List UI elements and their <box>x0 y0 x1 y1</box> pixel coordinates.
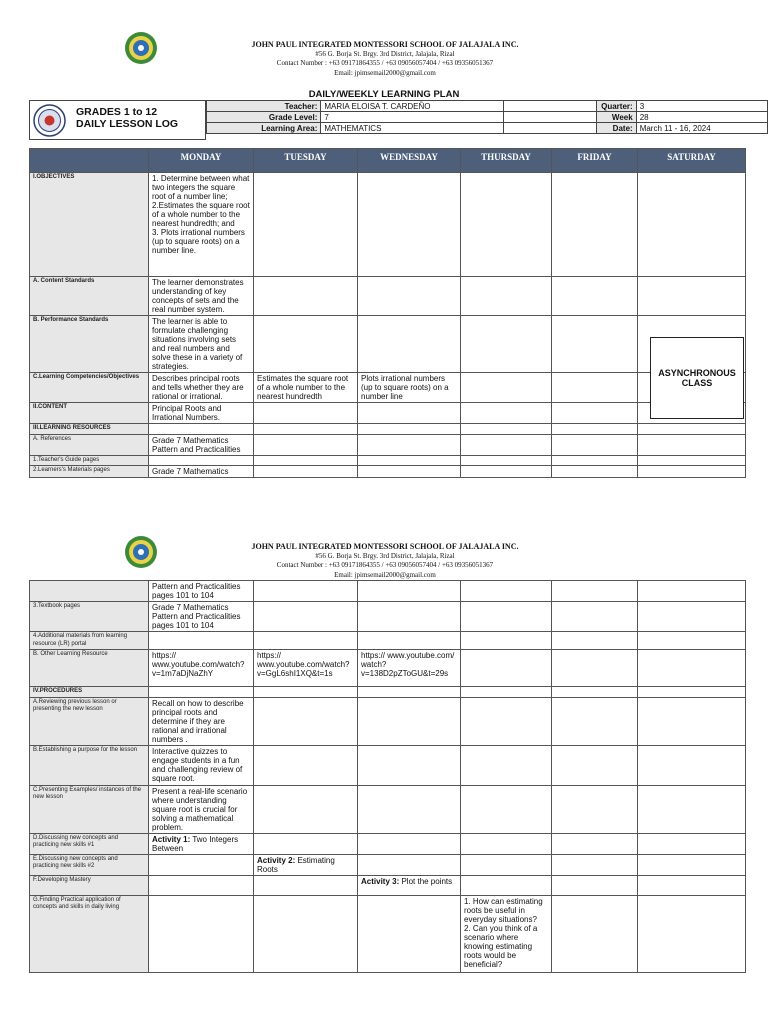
row-label: D.Discussing new concepts and practicing new skills #1 <box>30 833 149 854</box>
grade-label: Grade Level: <box>207 112 321 123</box>
row-label: F.Developing Mastery <box>30 875 149 895</box>
row-label: C.Presenting Examples/ instances of the new lesson <box>30 785 149 833</box>
quarter-value: 3 <box>636 101 767 112</box>
teacher-value: MARIA ELOISA T. CARDEÑO <box>321 101 504 112</box>
table-row <box>30 650 746 687</box>
lesson-log-box <box>29 100 206 140</box>
table-row <box>30 434 746 455</box>
wednesday-link[interactable]: https:// www.youtube.com/ watch? v=138D2pZToGU&t=29s <box>358 650 461 687</box>
table-row <box>30 875 746 895</box>
date-value: March 11 - 16, 2024 <box>636 123 767 134</box>
row-label: B. Other Learning Resource <box>30 650 149 687</box>
activity-label: Activity 2: <box>257 855 296 865</box>
monday-cell: Grade 7 Mathematics Pattern and Practicalities <box>149 434 254 455</box>
lesson-log-title <box>76 106 178 130</box>
row-label: 2.Learners's Materials pages <box>30 466 149 478</box>
table-row <box>30 745 746 785</box>
row-label: III.LEARNING RESOURCES <box>30 424 149 435</box>
monday-cell: The learner is able to formulate challenging situations involving sets and real numbers and solve these in a variety of strategies. <box>149 316 254 373</box>
row-label: I.OBJECTIVES <box>30 173 149 277</box>
school-contact: Contact Number : +63 09171864355 / +63 09056057404 / +63 09356051367 <box>276 561 494 569</box>
school-name: JOHN PAUL INTEGRATED MONTESSORI SCHOOL OF JALAJALA INC. <box>251 40 519 49</box>
area-label: Learning Area: <box>207 123 321 134</box>
table-row <box>30 424 746 435</box>
row-label: IV.PROCEDURES <box>30 687 149 698</box>
asynchronous-class-box: ASYNCHRONOUS CLASS <box>650 337 744 419</box>
monday-cell: Interactive quizzes to engage students in a fun and challenging review of square root. <box>149 745 254 785</box>
row-label: A.Reviewing previous lesson or presenting the new lesson <box>30 697 149 745</box>
table-row <box>30 316 746 373</box>
plan-title: DAILY/WEEKLY LEARNING PLAN <box>308 89 460 100</box>
monday-link[interactable]: https:// www.youtube.com/watch? v=1m7aDjNaZhY <box>149 650 254 687</box>
school-info <box>180 542 590 580</box>
row-label: B.Establishing a purpose for the lesson <box>30 745 149 785</box>
day-header-wednesday: WEDNESDAY <box>358 149 461 173</box>
table-row <box>30 833 746 854</box>
monday-cell: Grade 7 Mathematics Pattern and Practicalities pages 101 to 104 <box>149 602 254 632</box>
quarter-label: Quarter: <box>596 101 636 112</box>
page1-lesson-table <box>29 148 746 478</box>
page2-header <box>0 534 768 584</box>
corner-header <box>30 149 149 173</box>
log-title-line1: GRADES 1 to 12 <box>76 106 158 118</box>
monday-cell: Grade 7 Mathematics <box>149 466 254 478</box>
thursday-cell: 1. How can estimating roots be useful in everyday situations? 2. Can you think of a scenario where knowing estimating roots would be beneficial? <box>461 895 552 972</box>
table-row <box>30 373 746 403</box>
table-row <box>30 687 746 698</box>
school-name: JOHN PAUL INTEGRATED MONTESSORI SCHOOL OF JALAJALA INC. <box>251 542 519 551</box>
school-logo-icon <box>122 30 160 66</box>
table-row <box>30 602 746 632</box>
activity-text: Two Integers Between <box>152 834 239 853</box>
wednesday-cell <box>358 875 461 895</box>
row-label: C.Learning Competencies/Objectives <box>30 373 149 403</box>
school-address: #56 G. Borja St. Brgy. 3rd District, Jalajala, Rizal <box>315 551 455 560</box>
row-label <box>30 581 149 602</box>
activity-label: Activity 1: <box>152 834 191 844</box>
week-label: Week <box>596 112 636 123</box>
tuesday-cell <box>254 854 358 875</box>
row-label: II.CONTENT <box>30 403 149 424</box>
monday-cell: Present a real-life scenario where understanding square root is crucial for solving a mathematical problem. <box>149 785 254 833</box>
day-header-saturday: SATURDAY <box>638 149 746 173</box>
week-value: 28 <box>636 112 767 123</box>
deped-seal-icon <box>33 104 66 137</box>
row-label: A. References <box>30 434 149 455</box>
monday-cell <box>149 833 254 854</box>
table-row <box>30 854 746 875</box>
school-email: Email: jpimsemail2000@gmail.com <box>334 68 436 77</box>
table-row <box>30 697 746 745</box>
activity-text: Plot the points <box>399 876 453 886</box>
table-row <box>30 455 746 466</box>
row-label: 4.Additional materials from learning resource (LR) portal <box>30 632 149 650</box>
tuesday-cell: Estimates the square root of a whole number to the nearest hundredth <box>254 373 358 403</box>
day-header-thursday: THURSDAY <box>461 149 552 173</box>
page2-lesson-table <box>29 580 746 973</box>
date-label: Date: <box>596 123 636 134</box>
monday-cell: Describes principal roots and tells whether they are rational or irrational. <box>149 373 254 403</box>
day-header-tuesday: TUESDAY <box>254 149 358 173</box>
table-row <box>30 277 746 316</box>
log-title-line2: DAILY LESSON LOG <box>76 118 179 130</box>
school-info <box>180 40 590 78</box>
table-row <box>30 466 746 478</box>
activity-label: Activity 3: <box>361 876 400 886</box>
table-row <box>30 403 746 424</box>
tuesday-link[interactable]: https:// www.youtube.com/watch? v=GgL6shI1XQ&t=1s <box>254 650 358 687</box>
row-label: B. Performance Standards <box>30 316 149 373</box>
day-header-row <box>30 149 746 173</box>
monday-cell: Pattern and Practicalities pages 101 to 104 <box>149 581 254 602</box>
monday-cell: The learner demonstrates understanding of key concepts of sets and the real number system. <box>149 277 254 316</box>
row-label: 3.Textbook pages <box>30 602 149 632</box>
wednesday-cell: Plots irrational numbers (up to square roots) on a number line <box>358 373 461 403</box>
table-row <box>30 632 746 650</box>
school-address: #56 G. Borja St. Brgy. 3rd District, Jalajala, Rizal <box>315 49 455 58</box>
monday-cell: Recall on how to describe principal roots and determine if they are rational and irrational numbers . <box>149 697 254 745</box>
row-label: G.Finding Practical application of concepts and skills in daily living <box>30 895 149 972</box>
monday-cell: Principal Roots and Irrational Numbers. <box>149 403 254 424</box>
row-label: E.Discussing new concepts and practicing new skills #2 <box>30 854 149 875</box>
grade-value: 7 <box>321 112 504 123</box>
day-header-friday: FRIDAY <box>552 149 638 173</box>
row-label: A. Content Standards <box>30 277 149 316</box>
table-row <box>30 785 746 833</box>
table-row <box>30 895 746 972</box>
table-row <box>30 173 746 277</box>
school-contact: Contact Number : +63 09171864355 / +63 09056057404 / +63 09356051367 <box>276 59 494 67</box>
row-label: 1.Teacher's Guide pages <box>30 455 149 466</box>
teacher-info-table <box>206 100 768 134</box>
teacher-label: Teacher: <box>207 101 321 112</box>
day-header-monday: MONDAY <box>149 149 254 173</box>
area-value: MATHEMATICS <box>321 123 504 134</box>
monday-cell: 1. Determine between what two integers the square root of a number line; 2.Estimates the square root of a whole number to the nearest hundredth; and 3. Plots irrational numbers (up to square roots) on a number line. <box>149 173 254 277</box>
school-logo-icon <box>122 534 160 570</box>
school-email: Email: jpimsemail2000@gmail.com <box>334 570 436 579</box>
page1-header <box>0 30 768 80</box>
activity-text: Estimating Roots <box>257 855 335 874</box>
table-row <box>30 581 746 602</box>
